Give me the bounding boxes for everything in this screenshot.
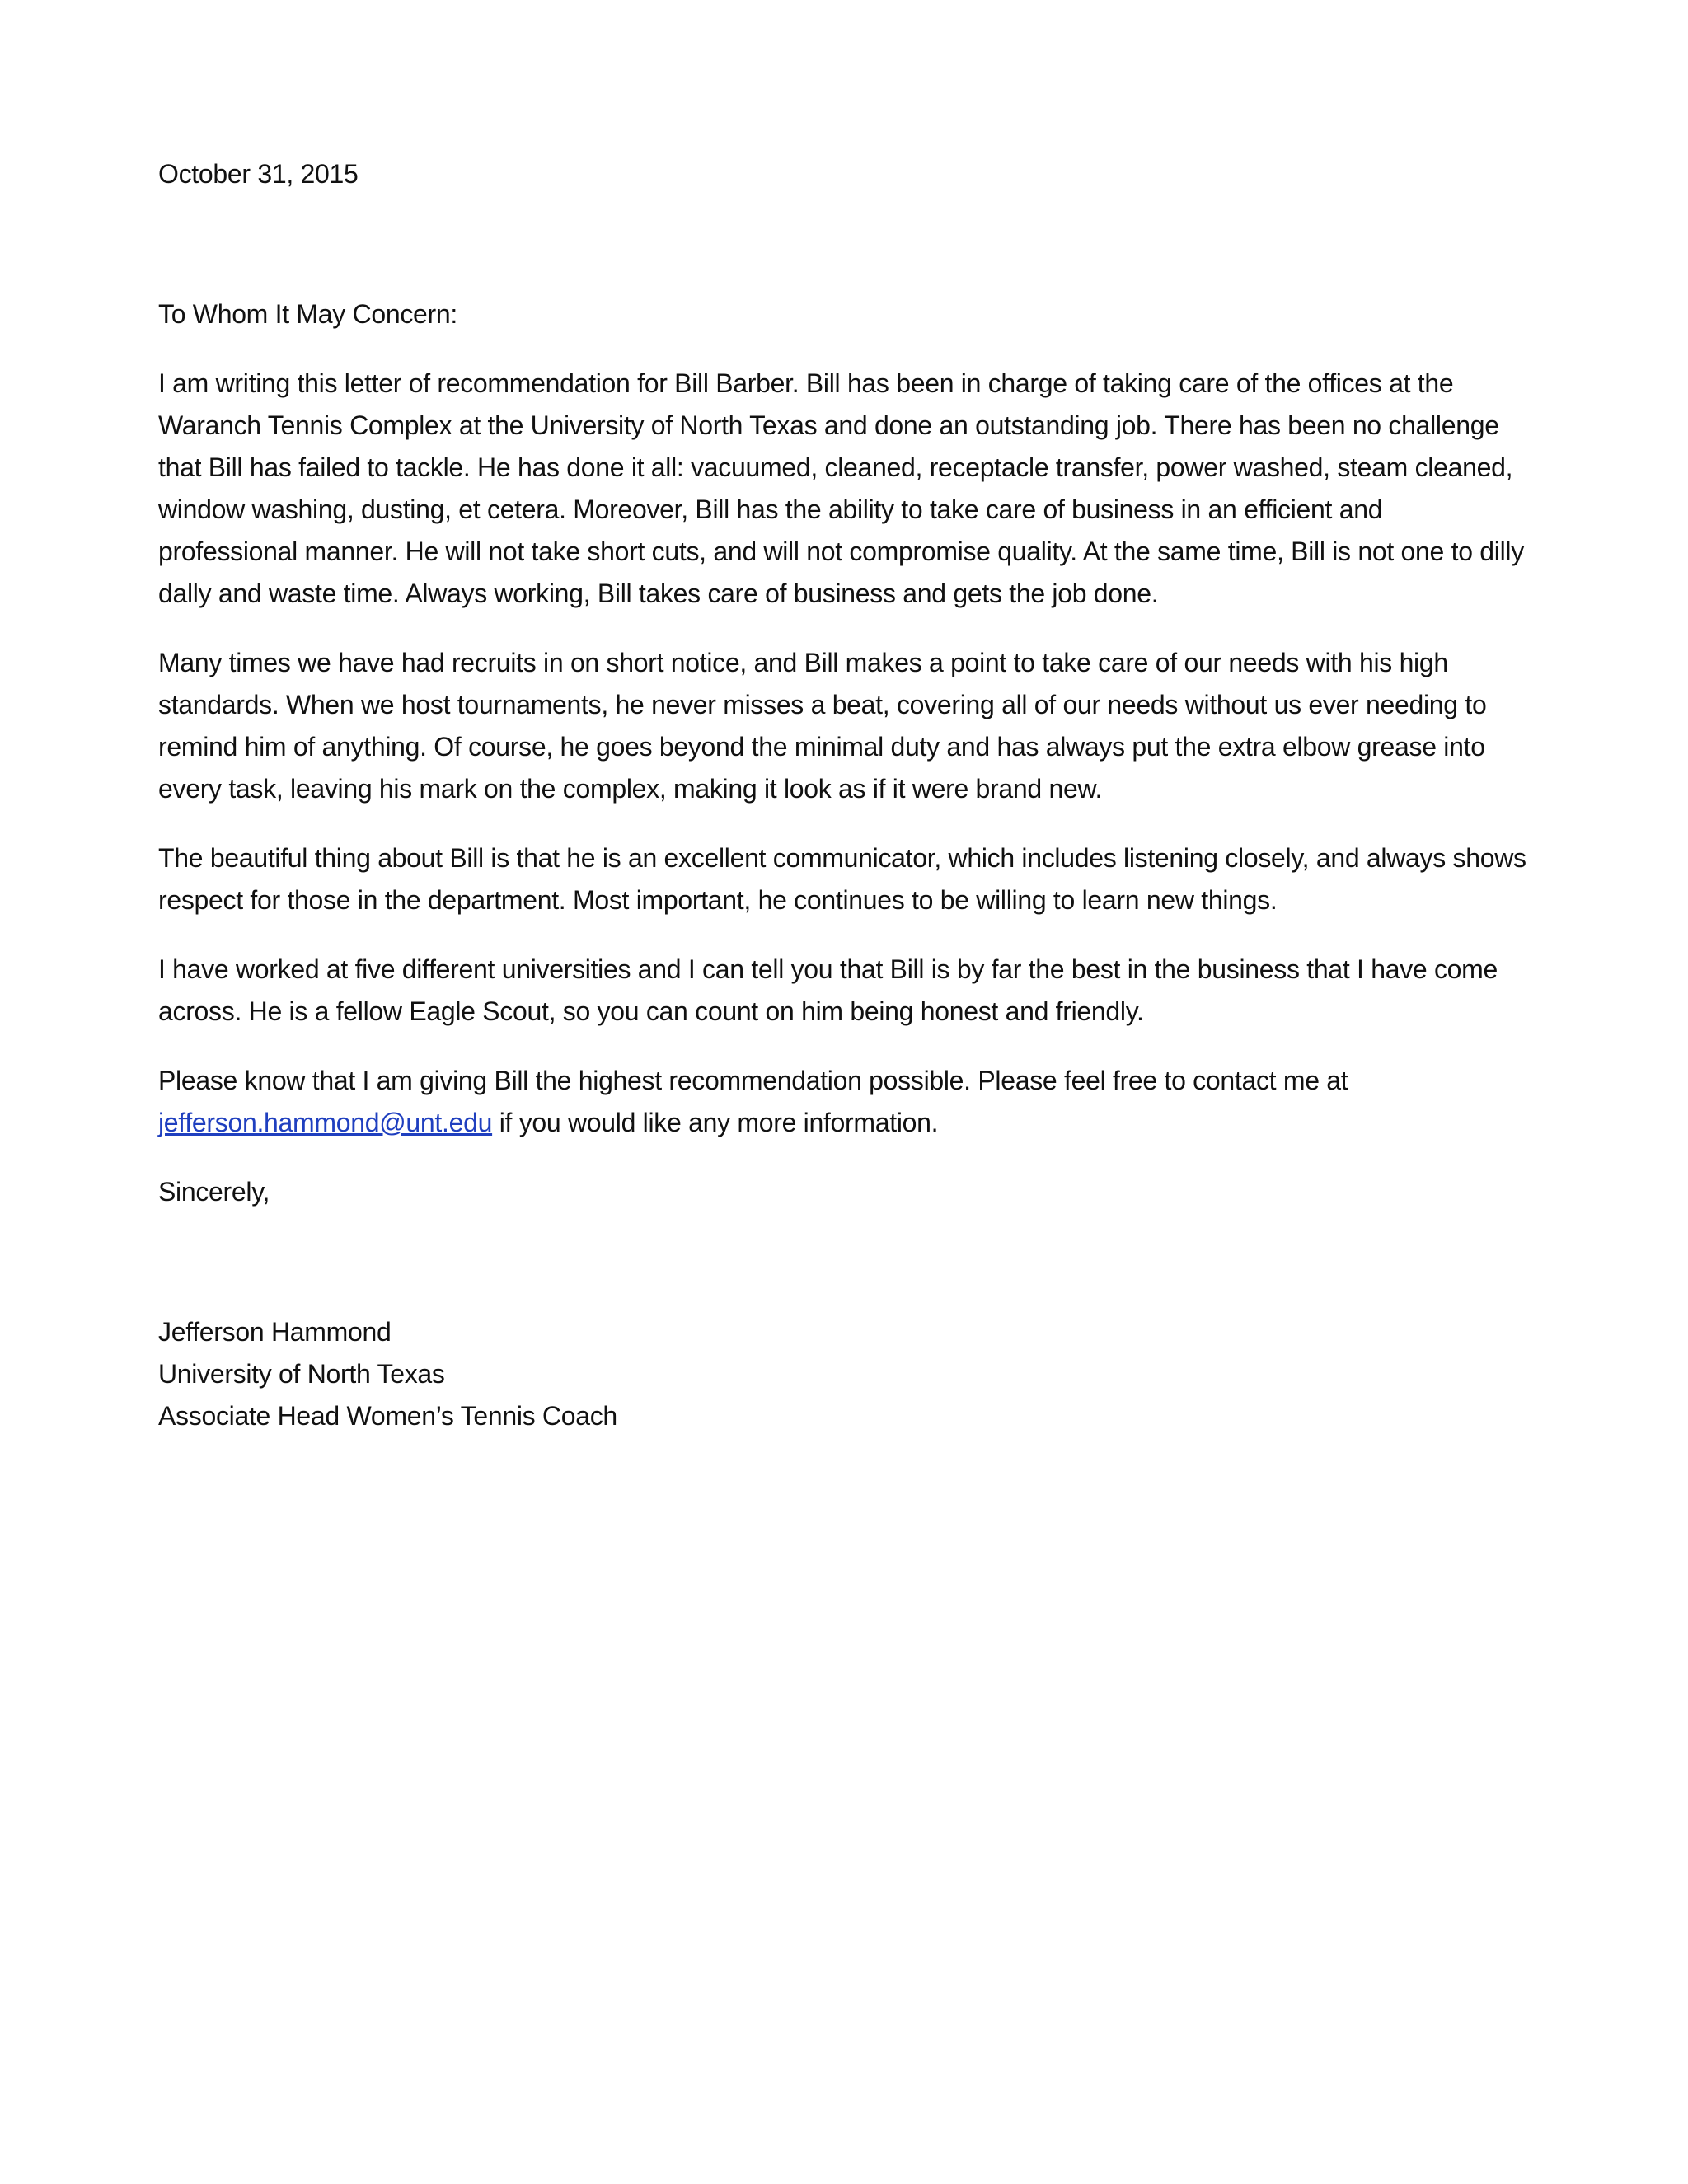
paragraph-2: Many times we have had recruits in on short notice, and Bill makes a point to take care of our needs with his high standards. When we host tournaments, he never misses a beat, covering all of our needs without us ever needing to remind him of anything. Of course, he goes beyond the minimal duty and has always put the extra elbow grease into every task, leaving his mark on the complex, making it look as if it were brand new. — [158, 648, 1487, 804]
signature-organization: University of North Texas — [158, 1359, 445, 1389]
signature-block — [158, 1311, 1526, 1437]
contact-text-after: if you would like any more information. — [492, 1108, 939, 1137]
signature-name: Jefferson Hammond — [158, 1317, 392, 1347]
letter-closing: Sincerely, — [158, 1177, 270, 1207]
email-link[interactable]: jefferson.hammond@unt.edu — [158, 1108, 493, 1137]
paragraph-1: I am writing this letter of recommendation for Bill Barber. Bill has been in charge of taking care of the offices at the Waranch Tennis Complex at the University of North Texas and done an outstanding job. There has been no challenge that Bill has failed to tackle. He has done it all: vacuumed, cleaned, receptacle transfer, power washed, steam cleaned, window washing, dusting, et cetera. Moreover, Bill has the ability to take care of business in an efficient and professional manner. He will not take short cuts, and will not compromise quality. At the same time, Bill is not one to dilly dally and waste time. Always working, Bill takes care of business and gets the job done. — [158, 368, 1524, 608]
letter-salutation: To Whom It May Concern: — [158, 299, 457, 329]
paragraph-4: I have worked at five different universities and I can tell you that Bill is by far the best in the business that I have come across. He is a fellow Eagle Scout, so you can count on him being honest and friendly. — [158, 954, 1498, 1026]
contact-paragraph — [158, 1060, 1526, 1144]
letter-body — [158, 153, 1526, 1437]
contact-text-before: Please know that I am giving Bill the highest recommendation possible. Please feel free to contact me at — [158, 1066, 1348, 1095]
paragraph-3: The beautiful thing about Bill is that he is an excellent communicator, which includes listening closely, and always shows respect for those in the department. Most important, he continues to be willing to learn new things. — [158, 843, 1526, 915]
letter-date: October 31, 2015 — [158, 159, 359, 189]
signature-title: Associate Head Women’s Tennis Coach — [158, 1401, 617, 1431]
